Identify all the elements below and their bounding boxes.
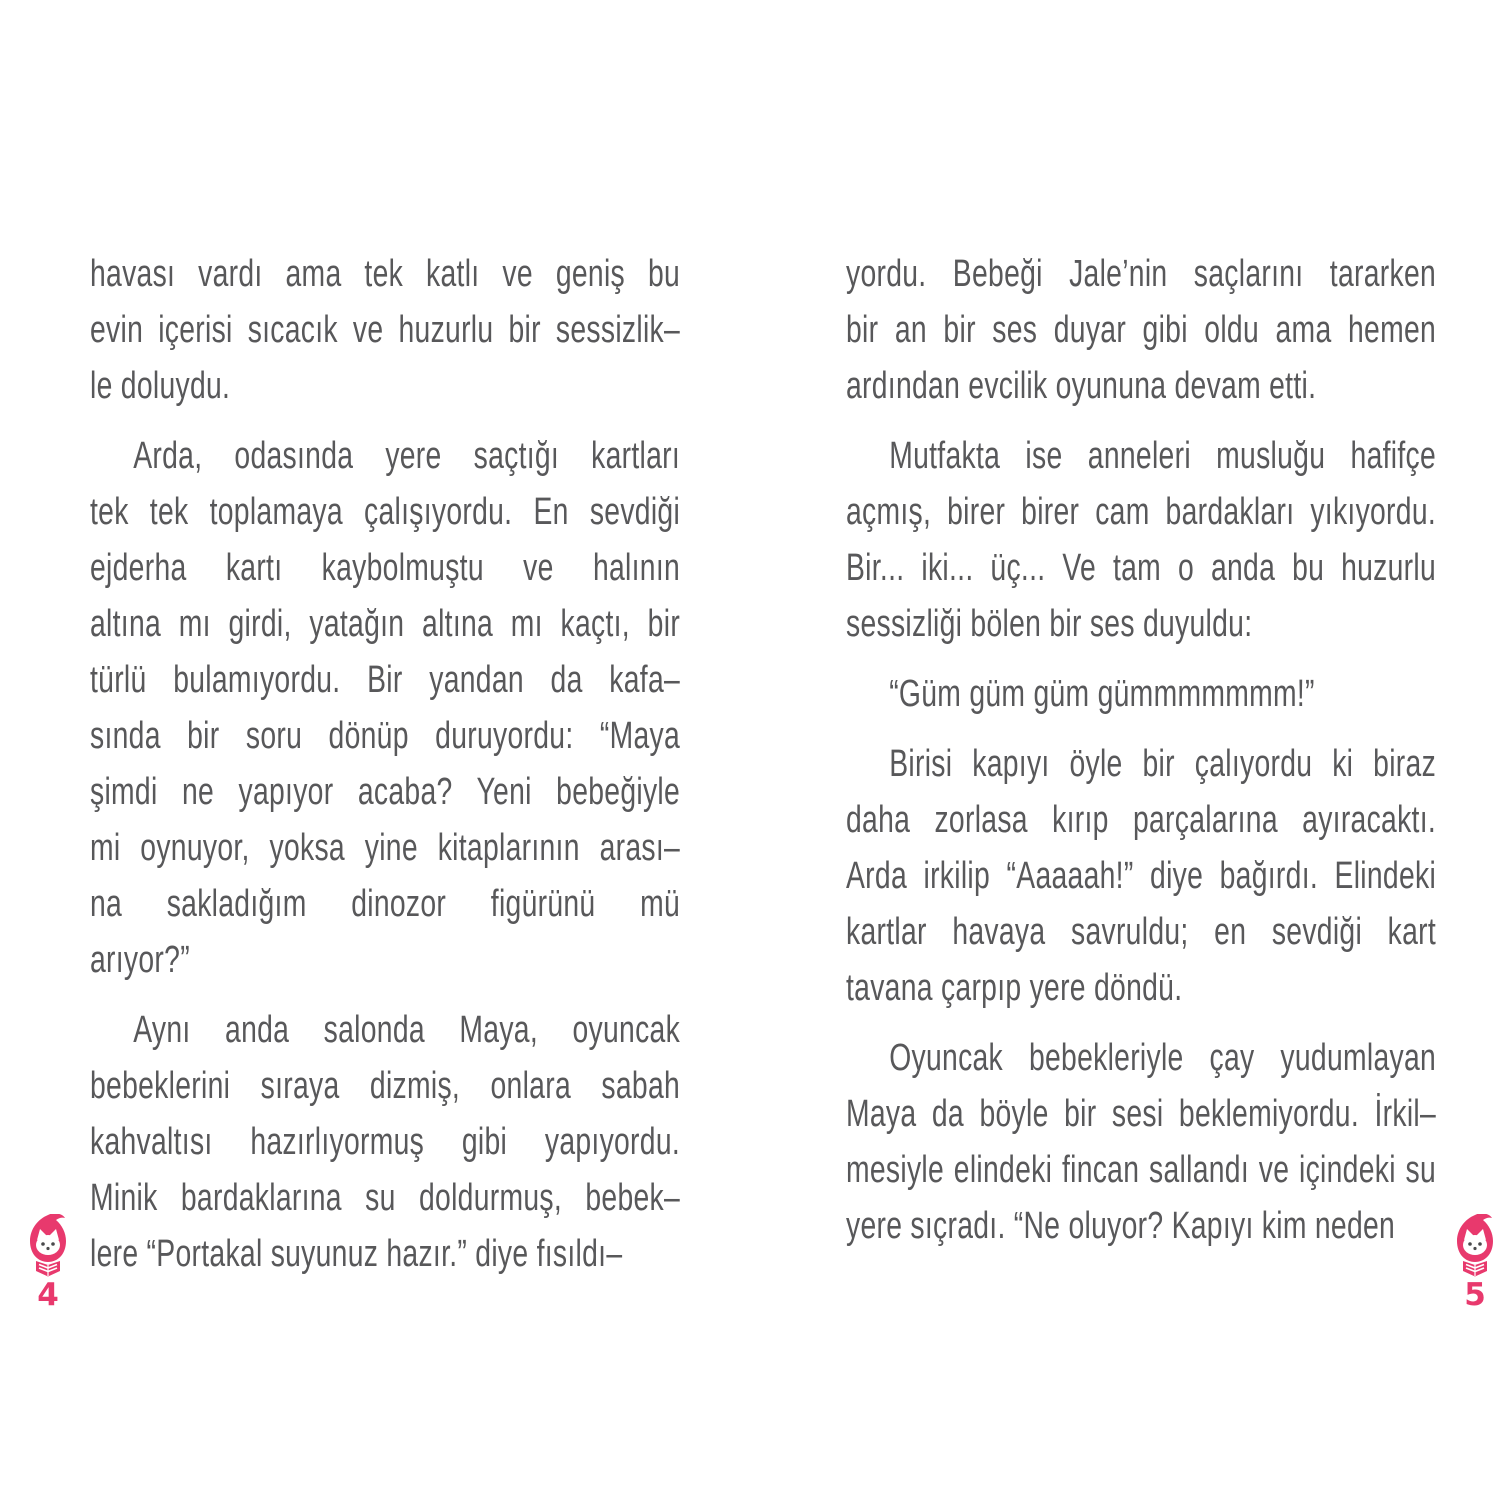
paragraph	[846, 246, 1436, 414]
text-line: arıyor?”	[90, 939, 190, 981]
page-number-right: 5	[1464, 1277, 1486, 1313]
paragraph	[90, 1002, 680, 1282]
text-line: lere “Portakal suyunuz hazır.” diye fısıldı–	[90, 1233, 623, 1275]
text-line: mesiyle elindeki fincan sallandı ve içindeki su	[846, 1149, 1437, 1191]
text-line: tek tek toplamaya çalışıyordu. En sevdiği	[90, 491, 681, 533]
text-line: evin içerisi sıcacık ve huzurlu bir sessizlik–	[90, 309, 681, 351]
text-line: Arda irkilip “Aaaaah!” diye bağırdı. Elindeki	[846, 855, 1437, 897]
text-line: altına mı girdi, yatağın altına mı kaçtı, bir	[90, 603, 681, 645]
text-line: türlü bulamıyordu. Bir yandan da kafa–	[90, 659, 681, 701]
text-line: bir an bir ses duyar gibi oldu ama hemen	[846, 309, 1437, 351]
mascot-reading-animal-icon	[1453, 1214, 1497, 1278]
text-line: sında bir soru dönüp duruyordu: “Maya	[90, 715, 681, 757]
text-line: na sakladığım dinozor figürünü mü	[90, 883, 681, 925]
text-line: bebeklerini sıraya dizmiş, onlara sabah	[90, 1065, 681, 1107]
text-line: yere sıçradı. “Ne oluyor? Kapıyı kim neden	[846, 1205, 1396, 1247]
paragraph	[846, 666, 1436, 722]
text-line: Mutfakta ise anneleri musluğu hafifçe	[889, 435, 1437, 477]
text-line: Birisi kapıyı öyle bir çalıyordu ki biraz	[889, 743, 1437, 785]
paragraph	[90, 428, 680, 988]
text-line: kahvaltısı hazırlıyormuş gibi yapıyordu.	[90, 1121, 681, 1163]
text-line: ardından evcilik oyununa devam etti.	[846, 365, 1317, 407]
text-line: şimdi ne yapıyor acaba? Yeni bebeğiyle	[90, 771, 681, 813]
text-line: Oyuncak bebekleriyle çay yudumlayan	[889, 1037, 1437, 1079]
page-right-text	[846, 246, 1436, 1254]
text-line: Arda, odasında yere saçtığı kartları	[133, 435, 681, 477]
text-line: kartlar havaya savruldu; en sevdiği kart	[846, 911, 1437, 953]
text-line: “Güm güm güm gümmmmmmm!”	[889, 673, 1315, 715]
text-line: tavana çarpıp yere döndü.	[846, 967, 1183, 1009]
text-line: açmış, birer birer cam bardakları yıkıyordu.	[846, 491, 1437, 533]
paragraph	[846, 736, 1436, 1016]
text-line: Aynı anda salonda Maya, oyuncak	[133, 1009, 681, 1051]
text-line: daha zorlasa kırıp parçalarına ayıracaktı.	[846, 799, 1437, 841]
text-line: le doluydu.	[90, 365, 231, 407]
paragraph	[846, 1030, 1436, 1254]
text-line: mi oynuyor, yoksa yine kitaplarının arası–	[90, 827, 681, 869]
text-line: yordu. Bebeği Jale’nin saçlarını tararken	[846, 253, 1437, 295]
paragraph	[846, 428, 1436, 652]
text-line: sessizliği bölen bir ses duyuldu:	[846, 603, 1253, 645]
text-line: Maya da böyle bir sesi beklemiyordu. İrkil–	[846, 1093, 1437, 1135]
page-number-left: 4	[37, 1277, 59, 1313]
page-left-text	[90, 246, 680, 1282]
text-line: Bir... iki... üç... Ve tam o anda bu huzurlu	[846, 547, 1437, 589]
paragraph	[90, 246, 680, 414]
mascot-reading-animal-icon	[26, 1214, 70, 1278]
text-line: Minik bardaklarına su doldurmuş, bebek–	[90, 1177, 681, 1219]
text-line: havası vardı ama tek katlı ve geniş bu	[90, 253, 681, 295]
text-line: ejderha kartı kaybolmuştu ve halının	[90, 547, 681, 589]
